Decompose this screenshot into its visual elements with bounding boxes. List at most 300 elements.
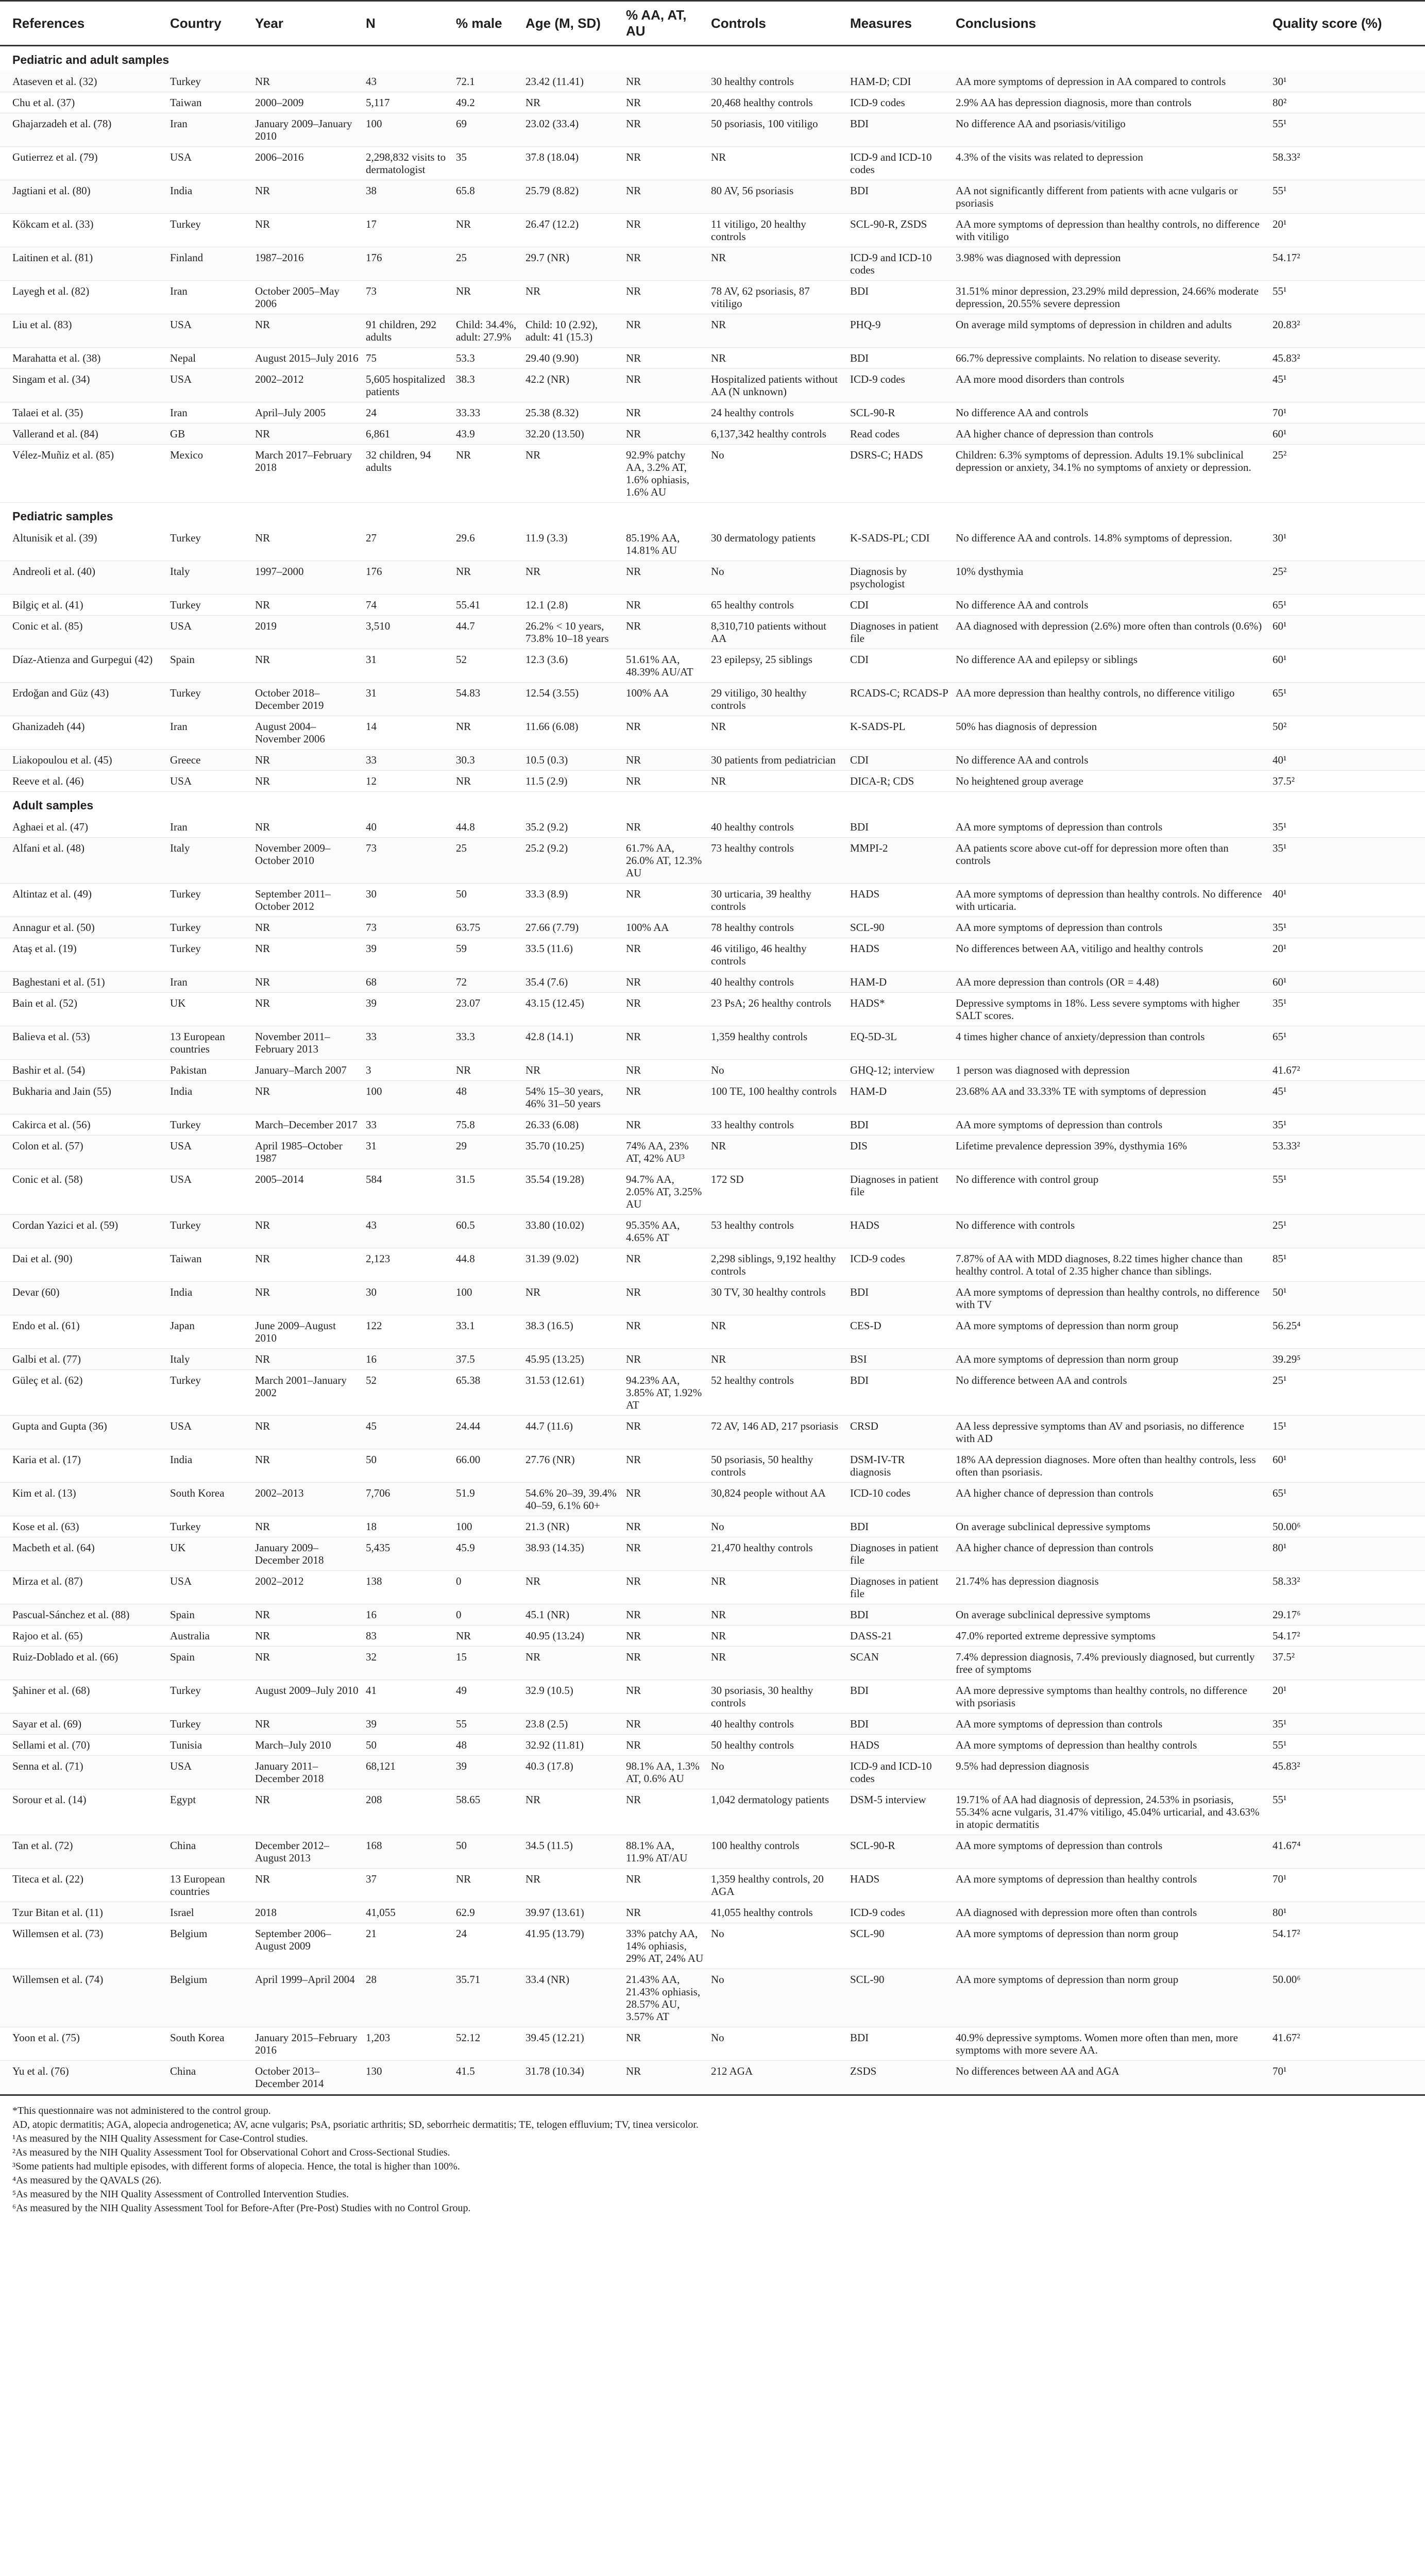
table-row (0, 314, 1425, 348)
table-cell: 48 (456, 1081, 525, 1114)
table-row (0, 1835, 1425, 1869)
section-heading-row (0, 503, 1425, 528)
footnote: ⁴As measured by the QAVALS (26). (12, 2175, 162, 2186)
table-cell: Talaei et al. (35) (0, 402, 170, 423)
table-cell: NR (456, 281, 525, 314)
table-cell: Şahiner et al. (68) (0, 1680, 170, 1714)
table-cell: NR (626, 1902, 711, 1923)
table-cell: Yu et al. (76) (0, 2061, 170, 2094)
table-cell: NR (456, 716, 525, 750)
table-cell: NR (255, 938, 366, 972)
table-cell: March–July 2010 (255, 1735, 366, 1756)
table-cell: November 2011–February 2013 (255, 1026, 366, 1060)
table-row (0, 1416, 1425, 1449)
table-cell: AA more symptoms of depression in AA compared to controls (956, 71, 1273, 92)
table-cell: 73 healthy controls (711, 838, 850, 884)
table-row (0, 402, 1425, 423)
table-cell: 100 (456, 1282, 525, 1315)
table-cell: March–December 2017 (255, 1114, 366, 1136)
table-row (0, 180, 1425, 214)
table-cell: SCL-90 (850, 917, 956, 938)
table-cell: 21.74% has depression diagnosis (956, 1571, 1273, 1604)
table-row (0, 1735, 1425, 1756)
section-title: Pediatric and adult samples (0, 46, 1425, 72)
table-cell: 15¹ (1273, 1416, 1425, 1449)
table-cell: 54.17² (1273, 247, 1425, 281)
table-cell: 50 (456, 1835, 525, 1869)
table-cell: NR (255, 1516, 366, 1537)
table-cell: 33.80 (10.02) (525, 1215, 626, 1248)
table-cell: 3 (366, 1060, 456, 1081)
table-row (0, 1537, 1425, 1571)
table-cell: No heightened group average (956, 771, 1273, 792)
table-cell: 85¹ (1273, 1248, 1425, 1282)
table-cell: 26.2% < 10 years, 73.8% 10–18 years (525, 616, 626, 649)
table-cell: USA (170, 616, 255, 649)
table-cell: 55¹ (1273, 1169, 1425, 1215)
table-cell: 2019 (255, 616, 366, 649)
table-cell: NR (626, 1483, 711, 1516)
table-cell: 11.66 (6.08) (525, 716, 626, 750)
table-cell: 43 (366, 1215, 456, 1248)
table-cell: March 2001–January 2002 (255, 1370, 366, 1416)
table-cell: ZSDS (850, 2061, 956, 2094)
table-cell: 74 (366, 595, 456, 616)
table-cell: 37 (366, 1869, 456, 1902)
table-cell: 100 (366, 1081, 456, 1114)
table-cell: 37.8 (18.04) (525, 147, 626, 180)
table-cell: NR (626, 1449, 711, 1483)
table-cell: 2006–2016 (255, 147, 366, 180)
table-cell: HADS* (850, 993, 956, 1026)
table-row (0, 1215, 1425, 1248)
table-cell: Children: 6.3% symptoms of depression. Adults 19.1% subclinical depression or anxiety, 34.1% no symptoms of anxiety or depression. (956, 445, 1273, 503)
table-cell: January 2009–December 2018 (255, 1537, 366, 1571)
table-cell: Ghanizadeh (44) (0, 716, 170, 750)
table-row (0, 993, 1425, 1026)
table-cell: AA higher chance of depression than controls (956, 1483, 1273, 1516)
table-cell: NR (255, 1416, 366, 1449)
table-cell: NR (626, 884, 711, 917)
table-cell: 69 (456, 113, 525, 147)
table-cell: NR (626, 369, 711, 402)
table-cell: NR (255, 1215, 366, 1248)
table-cell: NR (255, 993, 366, 1026)
table-cell: GB (170, 423, 255, 445)
table-cell: 44.7 (456, 616, 525, 649)
table-cell: 39.45 (12.21) (525, 2027, 626, 2061)
table-cell: NR (456, 771, 525, 792)
table-cell: 11.9 (3.3) (525, 528, 626, 561)
column-header: Year (255, 1, 366, 46)
table-cell: 48 (456, 1735, 525, 1756)
table-cell: NR (711, 771, 850, 792)
table-cell: 33 healthy controls (711, 1114, 850, 1136)
table-cell: 38.3 (16.5) (525, 1315, 626, 1349)
table-cell: USA (170, 1756, 255, 1789)
table-cell: Titeca et al. (22) (0, 1869, 170, 1902)
table-row (0, 528, 1425, 561)
table-row (0, 1902, 1425, 1923)
table-cell: 60¹ (1273, 616, 1425, 649)
table-cell: 52.12 (456, 2027, 525, 2061)
table-cell: Karia et al. (17) (0, 1449, 170, 1483)
table-row (0, 1282, 1425, 1315)
table-cell: NR (456, 1060, 525, 1081)
table-cell: Annagur et al. (50) (0, 917, 170, 938)
table-cell: PHQ-9 (850, 314, 956, 348)
table-cell: 85.19% AA, 14.81% AU (626, 528, 711, 561)
table-cell: NR (626, 1604, 711, 1625)
table-cell: NR (711, 1315, 850, 1349)
table-cell: NR (626, 113, 711, 147)
table-cell: 27 (366, 528, 456, 561)
table-cell: DSM-IV-TR diagnosis (850, 1449, 956, 1483)
table-cell: NR (711, 1571, 850, 1604)
table-cell: 38 (366, 180, 456, 214)
table-cell: 74% AA, 23% AT, 42% AU³ (626, 1136, 711, 1169)
table-cell: Italy (170, 838, 255, 884)
table-cell: NR (626, 348, 711, 369)
table-cell: GHQ-12; interview (850, 1060, 956, 1081)
table-cell: Lifetime prevalence depression 39%, dysthymia 16% (956, 1136, 1273, 1169)
table-cell: NR (255, 1282, 366, 1315)
table-cell: BDI (850, 1282, 956, 1315)
table-cell: 50 (366, 1449, 456, 1483)
table-cell: NR (626, 2061, 711, 2094)
section-heading-row (0, 792, 1425, 817)
table-cell: 50.00⁶ (1273, 1969, 1425, 2027)
table-cell: Child: 34.4%, adult: 27.9% (456, 314, 525, 348)
section-heading-row (0, 46, 1425, 72)
table-cell: ICD-9 and ICD-10 codes (850, 147, 956, 180)
table-cell: AA higher chance of depression than controls (956, 1537, 1273, 1571)
table-cell: 45 (366, 1416, 456, 1449)
table-cell: Diagnoses in patient file (850, 616, 956, 649)
table-cell: NR (255, 750, 366, 771)
table-cell: 66.00 (456, 1449, 525, 1483)
table-cell: 44.8 (456, 817, 525, 838)
table-cell: 55¹ (1273, 281, 1425, 314)
table-cell: NR (525, 1571, 626, 1604)
table-row (0, 1789, 1425, 1835)
table-cell: Hospitalized patients without AA (N unknown) (711, 369, 850, 402)
table-cell: 50 healthy controls (711, 1735, 850, 1756)
table-cell: Senna et al. (71) (0, 1756, 170, 1789)
table-row (0, 838, 1425, 884)
table-cell: 40 healthy controls (711, 817, 850, 838)
table-cell: Willemsen et al. (73) (0, 1923, 170, 1969)
table-cell: 33 (366, 1026, 456, 1060)
table-row (0, 649, 1425, 683)
table-cell: 60¹ (1273, 649, 1425, 683)
table-cell: Egypt (170, 1789, 255, 1835)
table-row (0, 616, 1425, 649)
table-cell: NR (626, 71, 711, 92)
table-cell: NR (626, 1416, 711, 1449)
table-cell: ICD-9 codes (850, 369, 956, 402)
table-cell: Conic et al. (58) (0, 1169, 170, 1215)
table-cell: AA more symptoms of depression than controls (956, 1714, 1273, 1735)
table-cell: 33 (366, 1114, 456, 1136)
table-cell: AA more symptoms of depression than norm group (956, 1969, 1273, 2027)
table-cell: Spain (170, 1647, 255, 1680)
table-cell: Turkey (170, 1680, 255, 1714)
table-cell: 34.5 (11.5) (525, 1835, 626, 1869)
table-cell: India (170, 180, 255, 214)
table-cell: Turkey (170, 528, 255, 561)
table-row (0, 1370, 1425, 1416)
table-cell: 2018 (255, 1902, 366, 1923)
table-cell: NR (626, 1537, 711, 1571)
table-cell: 35.71 (456, 1969, 525, 2027)
table-cell: NR (711, 314, 850, 348)
table-cell: Turkey (170, 595, 255, 616)
table-cell: 65¹ (1273, 683, 1425, 716)
table-cell: NR (255, 1869, 366, 1902)
table-cell: 176 (366, 561, 456, 595)
table-cell: Colon et al. (57) (0, 1136, 170, 1169)
table-cell: Mirza et al. (87) (0, 1571, 170, 1604)
table-cell: 8,310,710 patients without AA (711, 616, 850, 649)
table-cell: 20.83² (1273, 314, 1425, 348)
table-cell: NR (255, 917, 366, 938)
table-cell: 59 (456, 938, 525, 972)
table-row (0, 972, 1425, 993)
table-cell: 208 (366, 1789, 456, 1835)
table-cell: 32 (366, 1647, 456, 1680)
table-cell: Turkey (170, 884, 255, 917)
table-cell: 32 children, 94 adults (366, 445, 456, 503)
table-cell: South Korea (170, 2027, 255, 2061)
table-cell: AA patients score above cut-off for depression more often than controls (956, 838, 1273, 884)
table-cell: 23.68% AA and 33.33% TE with symptoms of depression (956, 1081, 1273, 1114)
table-cell: 65.38 (456, 1370, 525, 1416)
table-cell: Singam et al. (34) (0, 369, 170, 402)
table-cell: 25¹ (1273, 1215, 1425, 1248)
table-cell: Cordan Yazici et al. (59) (0, 1215, 170, 1248)
table-cell: Diagnoses in patient file (850, 1169, 956, 1215)
table-cell: CES-D (850, 1315, 956, 1349)
table-row (0, 1136, 1425, 1169)
table-cell: NR (255, 180, 366, 214)
table-cell: 65¹ (1273, 1483, 1425, 1516)
table-cell: NR (626, 938, 711, 972)
table-cell: 584 (366, 1169, 456, 1215)
table-cell: NR (255, 595, 366, 616)
table-cell: Greece (170, 750, 255, 771)
table-cell: 73 (366, 917, 456, 938)
table-cell: 45¹ (1273, 369, 1425, 402)
table-cell: Devar (60) (0, 1282, 170, 1315)
table-cell: January 2009–January 2010 (255, 113, 366, 147)
table-cell: 30,824 people without AA (711, 1483, 850, 1516)
table-cell: 53.3 (456, 348, 525, 369)
table-cell: USA (170, 771, 255, 792)
footnote: ²As measured by the NIH Quality Assessment Tool for Observational Cohort and Cross-Sectional Studies. (12, 2147, 450, 2158)
table-cell: 45.1 (NR) (525, 1604, 626, 1625)
table-cell: 100 (456, 1516, 525, 1537)
table-cell: 35¹ (1273, 817, 1425, 838)
table-cell: 12.3 (3.6) (525, 649, 626, 683)
table-cell: Gupta and Gupta (36) (0, 1416, 170, 1449)
table-cell: 20¹ (1273, 938, 1425, 972)
table-cell: 18 (366, 1516, 456, 1537)
table-cell: 68 (366, 972, 456, 993)
table-cell: 61.7% AA, 26.0% AT, 12.3% AU (626, 838, 711, 884)
table-cell: 49.2 (456, 92, 525, 113)
table-cell: NR (626, 616, 711, 649)
table-cell: 2002–2012 (255, 1571, 366, 1604)
table-cell: China (170, 2061, 255, 2094)
table-cell: 29.7 (NR) (525, 247, 626, 281)
table-cell: Turkey (170, 71, 255, 92)
table-cell: Italy (170, 561, 255, 595)
footnote: ⁵As measured by the NIH Quality Assessment of Controlled Intervention Studies. (12, 2189, 349, 2200)
table-row (0, 281, 1425, 314)
table-cell: 65¹ (1273, 595, 1425, 616)
table-cell: NR (525, 281, 626, 314)
table-cell: 66.7% depressive complaints. No relation to disease severity. (956, 348, 1273, 369)
table-cell: DASS-21 (850, 1625, 956, 1647)
table-cell: 32.20 (13.50) (525, 423, 626, 445)
table-cell: On average mild symptoms of depression in children and adults (956, 314, 1273, 348)
table-cell: NR (711, 247, 850, 281)
table-cell: Kökcam et al. (33) (0, 214, 170, 247)
table-cell: Layegh et al. (82) (0, 281, 170, 314)
table-cell: 50 psoriasis, 100 vitiligo (711, 113, 850, 147)
table-cell: Galbi et al. (77) (0, 1349, 170, 1370)
table-cell: DSM-5 interview (850, 1789, 956, 1835)
table-cell: NR (456, 1625, 525, 1647)
table-cell: Australia (170, 1625, 255, 1647)
table-cell: 43.15 (12.45) (525, 993, 626, 1026)
table-cell: 13 European countries (170, 1026, 255, 1060)
table-row (0, 1625, 1425, 1647)
table-cell: 19.71% of AA had diagnosis of depression, 24.53% in psoriasis, 55.34% acne vulgaris, 31.47% vitiligo, 45.04% urticarial, and 43.63% in atopic dermatitis (956, 1789, 1273, 1835)
table-cell: 21.43% AA, 21.43% ophiasis, 28.57% AU, 3.57% AT (626, 1969, 711, 2027)
table-cell: 21.3 (NR) (525, 1516, 626, 1537)
table-cell: 2.9% AA has depression diagnosis, more than controls (956, 92, 1273, 113)
table-cell: HADS (850, 884, 956, 917)
table-cell: 9.5% had depression diagnosis (956, 1756, 1273, 1789)
table-cell: Diagnosis by psychologist (850, 561, 956, 595)
table-cell: 29 vitiligo, 30 healthy controls (711, 683, 850, 716)
table-cell: NR (626, 247, 711, 281)
table-cell: Alfani et al. (48) (0, 838, 170, 884)
table-cell: AA more symptoms of depression than controls (956, 1114, 1273, 1136)
table-row (0, 1756, 1425, 1789)
table-cell: Depressive symptoms in 18%. Less severe symptoms with higher SALT scores. (956, 993, 1273, 1026)
table-cell: HADS (850, 1735, 956, 1756)
table-cell: 46 vitiligo, 46 healthy controls (711, 938, 850, 972)
table-cell: No differences between AA, vitiligo and healthy controls (956, 938, 1273, 972)
table-cell: 56.25⁴ (1273, 1315, 1425, 1349)
table-row (0, 1114, 1425, 1136)
table-cell: 58.33² (1273, 147, 1425, 180)
table-cell: NR (525, 445, 626, 503)
table-cell: 3,510 (366, 616, 456, 649)
table-cell: Italy (170, 1349, 255, 1370)
table-cell: BDI (850, 2027, 956, 2061)
table-cell: Bashir et al. (54) (0, 1060, 170, 1081)
table-cell: 25.2 (9.2) (525, 838, 626, 884)
table-cell: HAM-D (850, 1081, 956, 1114)
section-title: Adult samples (0, 792, 1425, 817)
table-cell: CDI (850, 649, 956, 683)
table-cell: 40¹ (1273, 750, 1425, 771)
table-cell: Kim et al. (13) (0, 1483, 170, 1516)
table-row (0, 1647, 1425, 1680)
table-cell: 65.8 (456, 180, 525, 214)
table-cell: October 2018–December 2019 (255, 683, 366, 716)
table-cell: 32.92 (11.81) (525, 1735, 626, 1756)
table-cell: Diagnoses in patient file (850, 1537, 956, 1571)
table-cell: 30¹ (1273, 71, 1425, 92)
table-cell: 53.33² (1273, 1136, 1425, 1169)
table-cell: NR (626, 750, 711, 771)
table-cell: 23.02 (33.4) (525, 113, 626, 147)
table-cell: 53 healthy controls (711, 1215, 850, 1248)
table-cell: NR (711, 1647, 850, 1680)
section-title: Pediatric samples (0, 503, 1425, 528)
table-cell: 72.1 (456, 71, 525, 92)
table-cell: 1 person was diagnosed with depression (956, 1060, 1273, 1081)
table-cell: Endo et al. (61) (0, 1315, 170, 1349)
table-cell: 65 healthy controls (711, 595, 850, 616)
table-cell: AA higher chance of depression than controls (956, 423, 1273, 445)
table-cell: NR (255, 1248, 366, 1282)
table-cell: Macbeth et al. (64) (0, 1537, 170, 1571)
table-cell: No (711, 1060, 850, 1081)
table-cell: NR (525, 1869, 626, 1902)
table-row (0, 1604, 1425, 1625)
table-cell: On average subclinical depressive symptoms (956, 1604, 1273, 1625)
table-row (0, 1969, 1425, 2027)
table-cell: 16 (366, 1349, 456, 1370)
table-cell: 31.51% minor depression, 23.29% mild depression, 24.66% moderate depression, 20.55% severe depression (956, 281, 1273, 314)
table-cell: No difference AA and epilepsy or siblings (956, 649, 1273, 683)
table-cell: AA more symptoms of depression than healthy controls, no difference with vitiligo (956, 214, 1273, 247)
table-cell: 31.5 (456, 1169, 525, 1215)
table-cell: 13 European countries (170, 1869, 255, 1902)
table-cell: No difference with control group (956, 1169, 1273, 1215)
table-cell: 55¹ (1273, 113, 1425, 147)
table-cell: Yoon et al. (75) (0, 2027, 170, 2061)
table-cell: 168 (366, 1835, 456, 1869)
table-cell: 41 (366, 1680, 456, 1714)
table-cell: NR (626, 561, 711, 595)
table-cell: 39.97 (13.61) (525, 1902, 626, 1923)
table-cell: 33.5 (11.6) (525, 938, 626, 972)
table-cell: Taiwan (170, 1248, 255, 1282)
table-cell: K-SADS-PL; CDI (850, 528, 956, 561)
table-cell: Spain (170, 1604, 255, 1625)
table-cell: 35¹ (1273, 1114, 1425, 1136)
table-cell: 23.07 (456, 993, 525, 1026)
table-cell: 54.17² (1273, 1923, 1425, 1969)
table-cell: 25 (456, 838, 525, 884)
table-row (0, 1923, 1425, 1969)
table-cell: 29 (456, 1136, 525, 1169)
column-header: Quality score (%) (1273, 1, 1425, 46)
table-cell: 65¹ (1273, 1026, 1425, 1060)
table-cell: Diagnoses in patient file (850, 1571, 956, 1604)
table-cell: 39.29⁵ (1273, 1349, 1425, 1370)
table-cell: ICD-9 and ICD-10 codes (850, 247, 956, 281)
table-cell: 44.7 (11.6) (525, 1416, 626, 1449)
table-cell: 54.6% 20–39, 39.4% 40–59, 6.1% 60+ (525, 1483, 626, 1516)
